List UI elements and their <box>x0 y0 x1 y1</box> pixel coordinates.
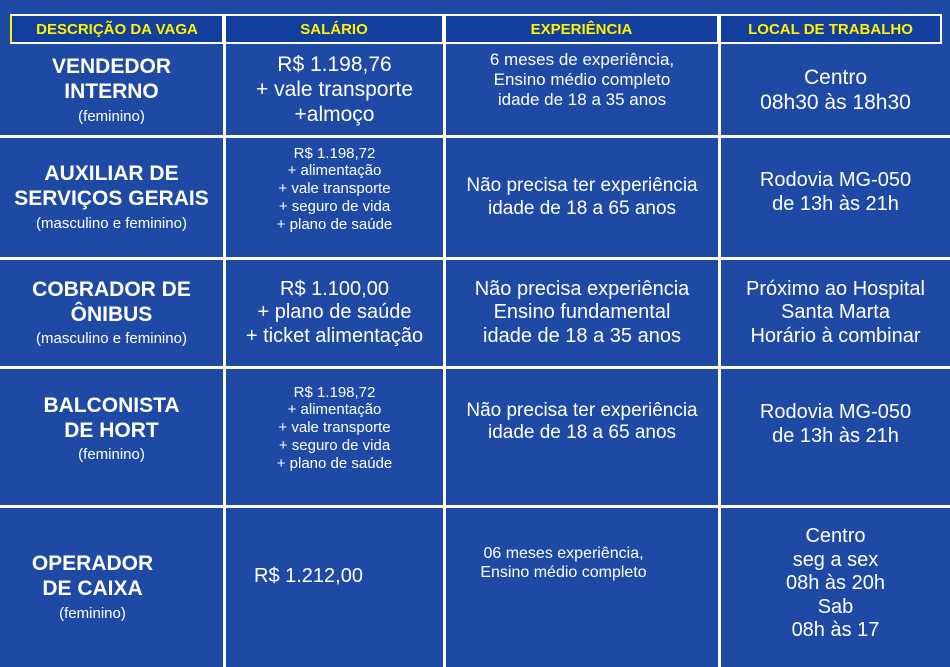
salary-cell: R$ 1.198,72 + alimentação + vale transporte + seguro de vida + plano de saúde <box>276 383 393 472</box>
salary-cell: R$ 1.100,00 + plano de saúde + ticket alimentação <box>245 277 424 347</box>
job-gender: (masculino e feminino) <box>36 330 187 348</box>
job-gender: (masculino e feminino) <box>36 214 187 232</box>
job-title: AUXILIAR DE SERVIÇOS GERAIS <box>14 162 209 211</box>
job-gender: (feminino) <box>78 446 145 464</box>
job-gender: (feminino) <box>78 107 145 125</box>
header-job-description: DESCRIÇÃO DA VAGA <box>10 14 224 44</box>
job-title-cell <box>0 138 223 257</box>
job-title-cell <box>0 369 223 489</box>
experience-cell: 6 meses de experiência, Ensino médio completo idade de 18 a 35 anos <box>489 49 675 110</box>
workplace-cell: Centro seg a sex 08h às 20h Sab 08h às 17 <box>786 525 885 642</box>
workplace-cell: Próximo ao Hospital Santa Marta Horário à combinar <box>746 277 925 347</box>
experience-cell: Não precisa ter experiência idade de 18 a 65 anos <box>466 399 698 443</box>
job-title-cell <box>0 260 223 366</box>
header-experience: EXPERIÊNCIA <box>444 14 719 44</box>
experience-cell: Não precisa experiência Ensino fundamental idade de 18 a 35 anos <box>474 277 690 347</box>
job-title-cell <box>0 508 185 667</box>
job-title: VENDEDOR INTERNO <box>51 55 172 104</box>
job-title: BALCONISTA DE HORT <box>43 393 180 442</box>
job-title: OPERADOR DE CAIXA <box>31 552 154 601</box>
header-workplace: LOCAL DE TRABALHO <box>719 14 942 44</box>
salary-cell: R$ 1.212,00 <box>254 564 363 587</box>
experience-cell: 06 meses experiência, Ensino médio completo <box>480 545 647 581</box>
salary-cell: R$ 1.198,76 + vale transporte +almoço <box>255 53 413 126</box>
workplace-cell: Rodovia MG-050 de 13h às 21h <box>759 169 912 215</box>
job-title-cell <box>0 46 223 135</box>
experience-cell: Não precisa ter experiência idade de 18 a 65 anos <box>466 175 698 219</box>
header-salary: SALÁRIO <box>224 14 444 44</box>
workplace-cell: Centro 08h30 às 18h30 <box>760 66 911 114</box>
job-gender: (feminino) <box>59 604 126 622</box>
workplace-cell: Rodovia MG-050 de 13h às 21h <box>759 401 912 447</box>
job-title: COBRADOR DE ÔNIBUS <box>32 277 191 326</box>
salary-cell: R$ 1.198,72 + alimentação + vale transporte + seguro de vida + plano de saúde <box>276 144 393 233</box>
